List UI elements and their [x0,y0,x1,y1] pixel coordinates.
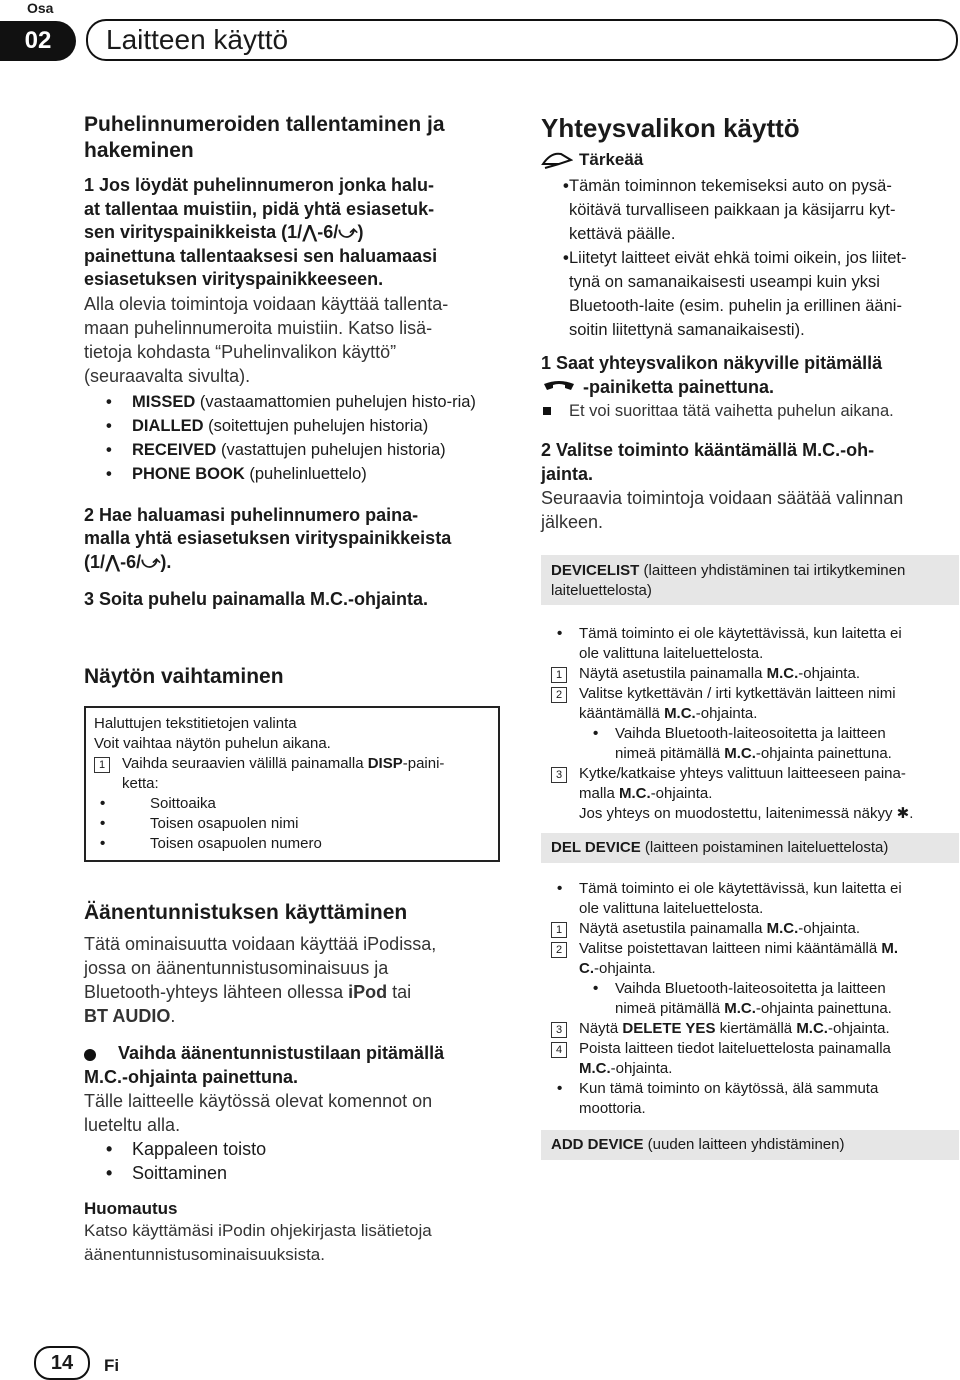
voice-step-body: Tälle laitteelle käytössä olevat komennot on lueteltu alla. [84,1091,433,1135]
voice-body: Tätä ominaisuutta voidaan käyttää iPodissa, jossa on äänentunnistusominaisuus ja Bluetooth-yhteys lähteen ollessa iPod tai BT AUDIO. [84,934,437,1026]
section-display [84,664,502,690]
language-label: Fi [104,1356,120,1375]
step-2-body: Seuraavia toimintoja voidaan säätää valinnan jälkeen. [541,488,904,532]
list-item: • Vaihda Bluetooth-laiteosoitetta ja laitteen nimeä pitämällä M.C.-ohjainta painettuna. [551,724,959,764]
sub-list [551,979,959,1019]
step-row: 4 Poista laitteen tiedot laiteluettelosta painamalla M.C.-ohjainta. [551,1039,959,1079]
page-number: 14 [34,1346,90,1380]
adddevice-bar: ADD DEVICE (uuden laitteen yhdistäminen) [541,1130,959,1160]
section-title: Puhelinnumeroiden tallentaminen ja hakeminen [84,113,445,162]
chapter-number: 02 [0,21,76,61]
step-1-note: Et voi suorittaa tätä vaihetta puhelun aikana. [541,399,959,423]
list-item: • Tämä toiminto ei ole käytettävissä, kun laitetta ei ole valittuna laiteluettelosta. [551,879,959,919]
section-save-numbers [84,112,502,612]
voice-commands [84,1137,502,1185]
note-title: Huomautus [84,1199,178,1218]
step-row: 2 Valitse kytkettävän / irti kytkettävän laitteen nimi kääntämällä M.C.-ohjainta. [551,684,959,724]
deldevice-bar: DEL DEVICE (laitteen poistaminen laiteluettelosta) [541,833,959,863]
history-list [84,390,502,486]
list [551,1079,959,1119]
note-body: Katso käyttämäsi iPodin ohjekirjasta lisätietoja äänentunnistusominaisuuksista. [84,1221,432,1264]
step-row: 1 Näytä asetustila painamalla M.C.-ohjainta. [551,664,959,684]
step-3: 3 Soita puhelu painamalla M.C.-ohjainta. [84,589,429,609]
step-1-body: Alla olevia toimintoja voidaan käyttää tallenta- maan puhelinnumeroita muistiin. Katso lisä- tietoja kohdasta “Puhelinvalikon käyttö” (seuraavalta sivulta). [84,293,449,386]
display-info-box [84,706,500,862]
list-item: • RECEIVED (vastattujen puhelujen historia) [84,438,502,462]
step-2: 2 Hae haluamasi puhelinnumero paina- malla yhtä esiasetuksen virityspainikkeista (1/⋀-6/⤻). [84,504,452,572]
list-item: • Soittaminen [84,1161,502,1185]
important-list [541,174,959,342]
voice-step-line2: M.C.-ohjainta painettuna. [84,1066,298,1087]
note-icon [543,407,551,415]
list-item: • Tämä toiminto ei ole käytettävissä, kun laitetta ei ole valittuna laiteluettelosta. [551,624,959,664]
section-connection-menu [541,112,959,534]
list-item: • Tämän toiminnon tekemiseksi auto on pysä- köitävä turvalliseen paikkaan ja käsijarru kyt- kettävä päälle. [541,174,959,246]
devicelist-steps [551,624,959,824]
display-options [94,794,490,854]
important-heading: Tärkeää [541,150,959,170]
section-title: Yhteysvalikon käyttö [541,113,800,143]
list-item: • MISSED (vastaamattomien puhelujen histo-ria) [84,390,502,414]
important-icon [541,150,573,172]
list-item: • Kappaleen toisto [84,1137,502,1161]
devicelist-bar: DEVICELIST (laitteen yhdistäminen tai irtikytkeminen laiteluettelosta) [541,555,959,605]
sub-list [551,724,959,764]
box-step: 1 Vaihda seuraavien välillä painamalla DISP-paini- ketta: [94,754,490,794]
step-row: 3 Kytke/katkaise yhteys valittuun laitteeseen paina- malla M.C.-ohjainta. Jos yhteys on muodostettu, laitenimessä näkyy ✱. [551,764,959,824]
list-item: • Soittoaika [94,794,490,814]
section-voice [84,900,502,1267]
section-title: Äänentunnistuksen käyttäminen [84,901,408,924]
step-row: 1 Näytä asetustila painamalla M.C.-ohjainta. [551,919,959,939]
step-1: 1 Saat yhteysvalikon näkyville pitämällä -painiketta painettuna. [541,353,883,397]
step-2: 2 Valitse toiminto kääntämällä M.C.-oh- jainta. [541,440,875,484]
part-label: Osa [27,0,54,16]
list-item: • Vaihda Bluetooth-laiteosoitetta ja laitteen nimeä pitämällä M.C.-ohjainta painettuna. [551,979,959,1019]
step-row: 2 Valitse poistettavan laitteen nimi kääntämällä M. C.-ohjainta. [551,939,959,979]
list [551,624,959,664]
bullet-icon [84,1049,96,1061]
list-item: • PHONE BOOK (puhelinluettelo) [84,462,502,486]
phone-icon [541,380,577,396]
list-item: • Kun tämä toiminto on käytössä, älä sammuta moottoria. [551,1079,959,1119]
list-item: • Toisen osapuolen nimi [94,814,490,834]
box-subtitle: Voit vaihtaa näytön puhelun aikana. [94,735,331,752]
box-title: Haluttujen tekstitietojen valinta [94,715,297,732]
step-row: 3 Näytä DELETE YES kiertämällä M.C.-ohjainta. [551,1019,959,1039]
step-1: 1 Jos löydät puhelinnumeron jonka halu- at tallentaa muistiin, pidä yhtä esiasetuk- sen virityspainikkeista (1/⋀-6/⤻) painettuna tallentaaksesi sen haluamaasi esiasetuksen virityspainikkeeseen. [84,175,438,289]
list-item: • Liitetyt laitteet eivät ehkä toimi oikein, jos liitet- tynä on samanaikaisesti useampi kuin yksi Bluetooth-laite (esim. puhelin ja erillinen ääni- soitin liitettynä samanaikaisesti). [541,246,959,342]
list-item: • Toisen osapuolen numero [94,834,490,854]
list-item: • DIALLED (soitettujen puhelujen historia) [84,414,502,438]
voice-step: Vaihda äänentunnistustilaan pitämällä [84,1042,502,1066]
chapter-title: Laitteen käyttö [106,24,289,55]
section-title: Näytön vaihtaminen [84,665,284,688]
list [551,879,959,919]
deldevice-steps [551,879,959,1119]
